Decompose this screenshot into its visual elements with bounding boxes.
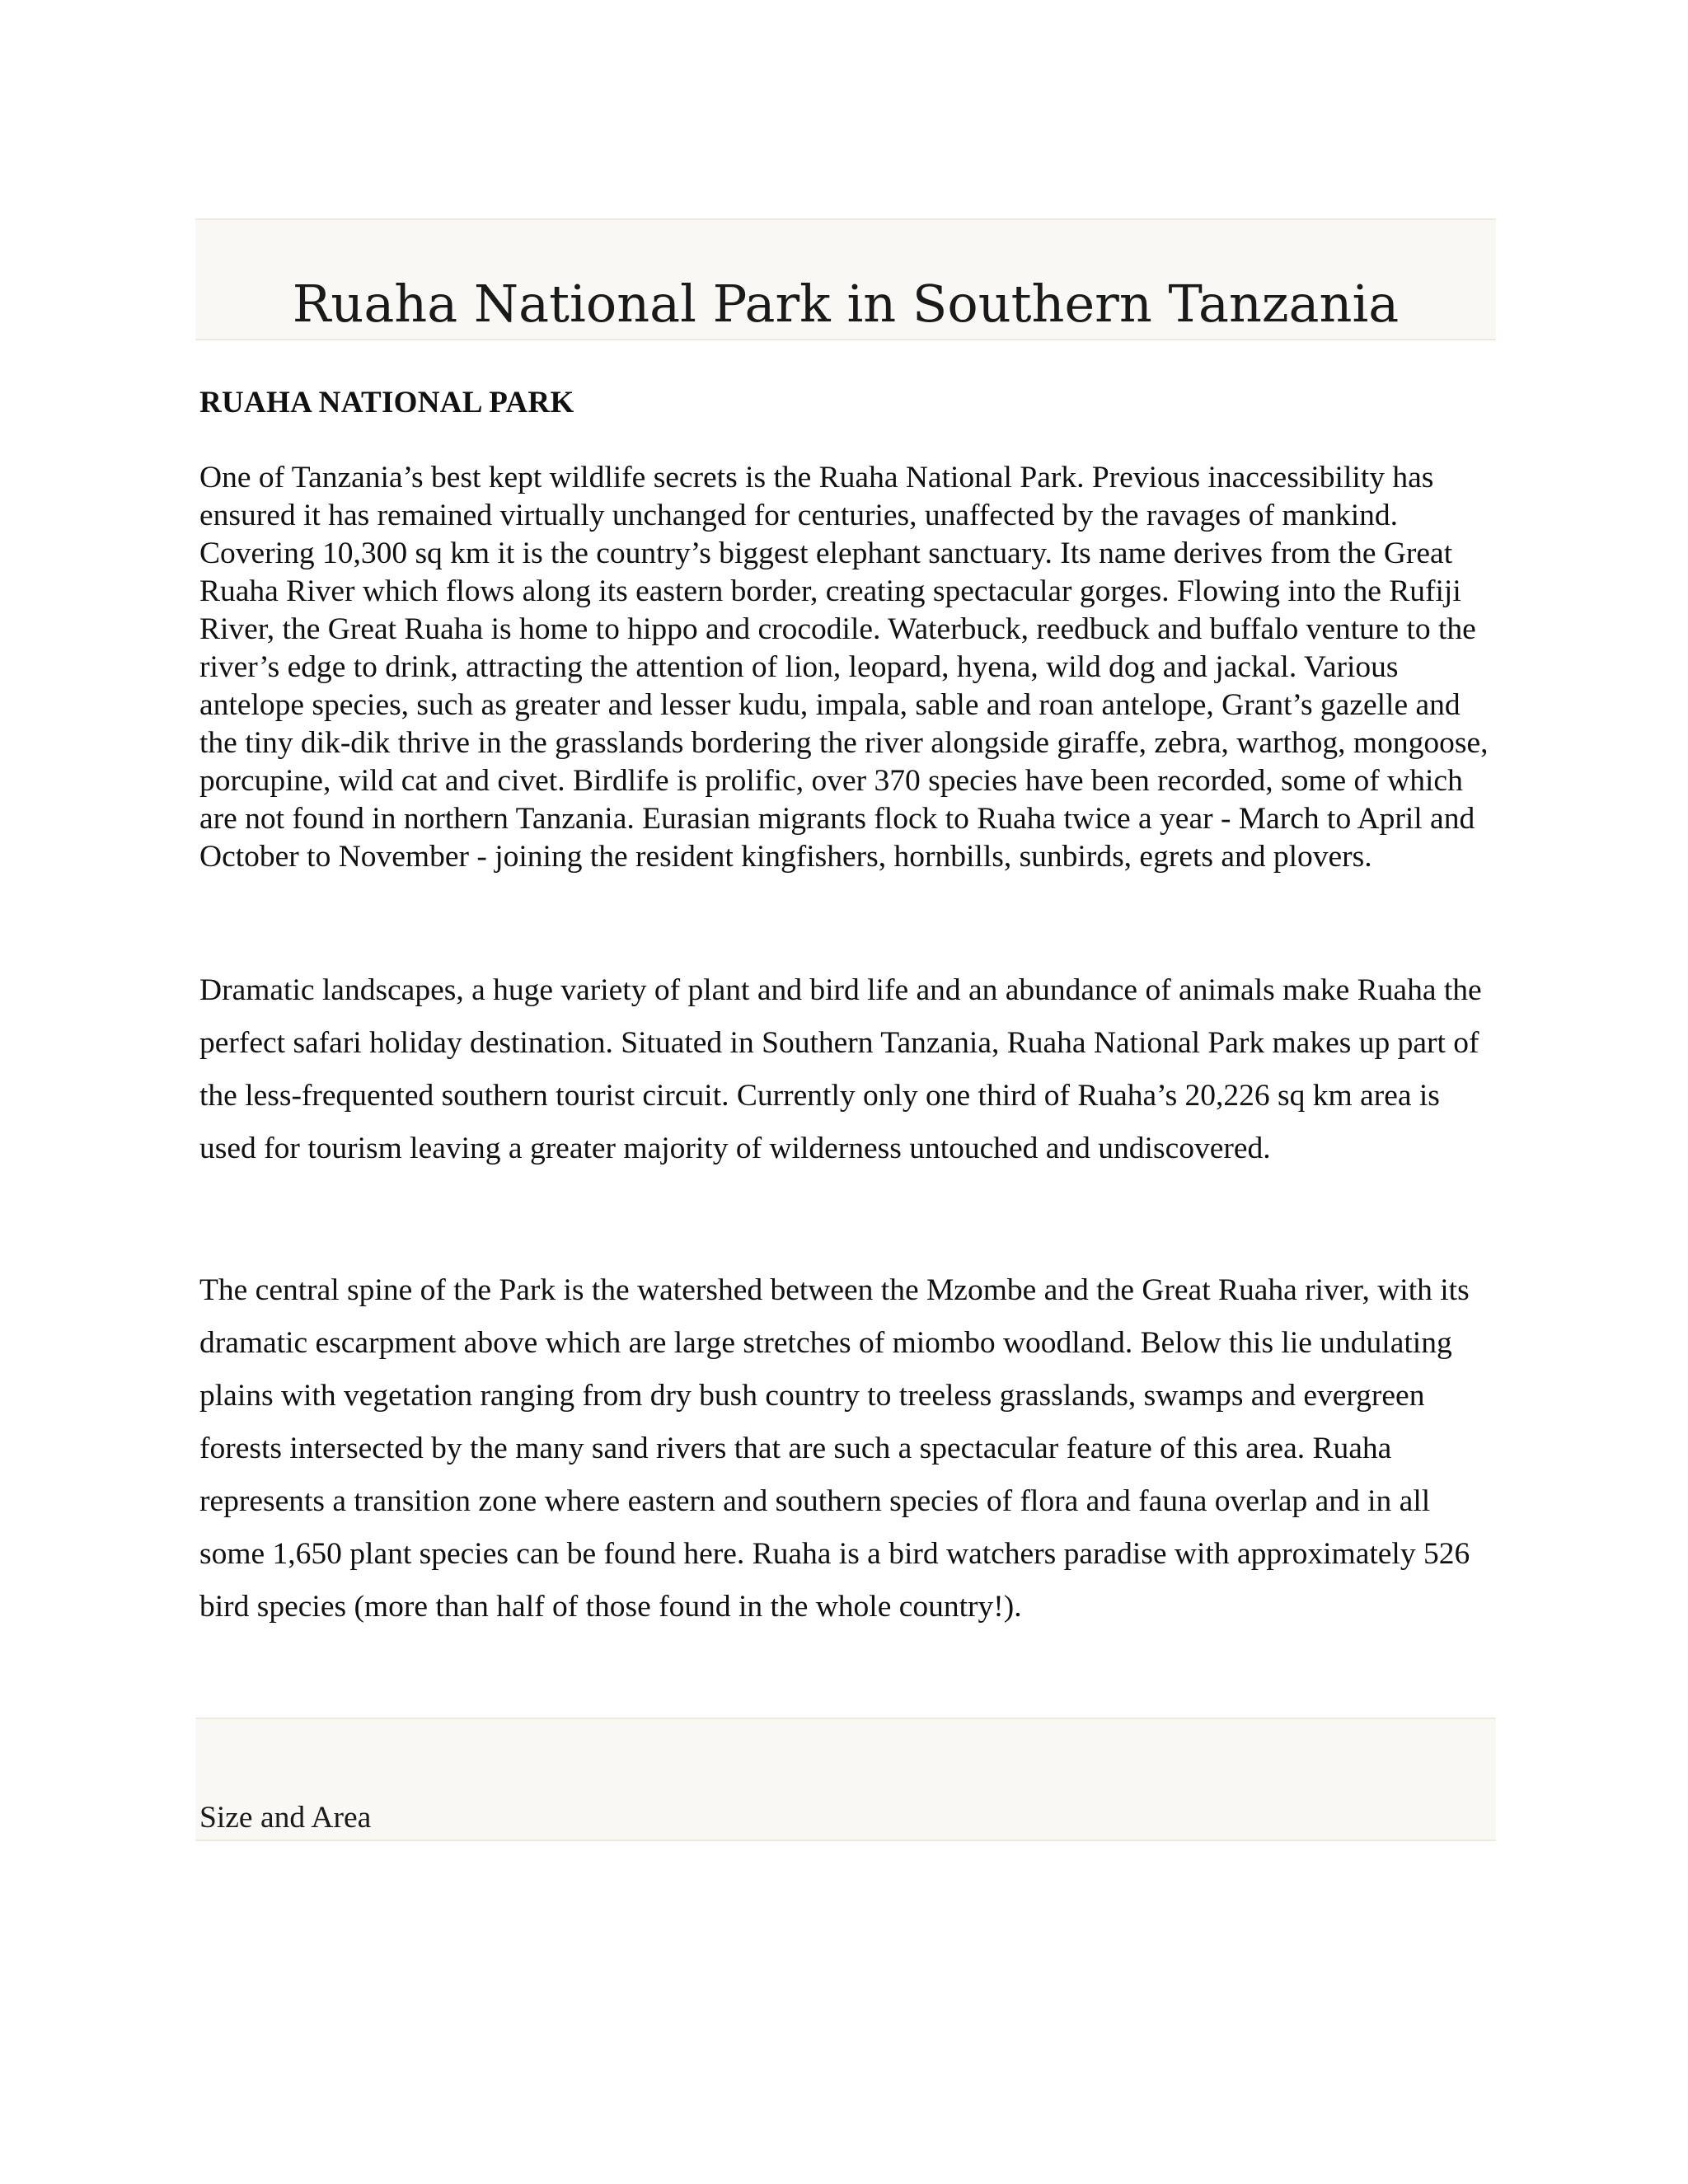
paragraph-safari-destination: Dramatic landscapes, a huge variety of plant and bird life and an abundance of animals make Ruaha the perfect safari holiday destination. Situated in Southern Tanzania, Ruaha National Park makes up part of the less-frequented southern tourist circuit. Currently only one third of Ruaha’s 20,226 sq km area is used for tourism leaving a greater majority of wilderness untouched and undiscovered. bbox=[199, 973, 1482, 1165]
paragraph-overview: One of Tanzania’s best kept wildlife secrets is the Ruaha National Park. Previous inaccessibility has ensured it has remained virtually unchanged for centuries, unaffected by the ravages of mankind. Covering 10,300 sq km it is the country’s biggest elephant sanctuary. Its name derives from the Great Ruaha River which flows along its eastern border, creating spectacular gorges. Flowing into the Rufiji River, the Great Ruaha is home to hippo and crocodile. Waterbuck, reedbuck and buffalo venture to the river’s edge to drink, attracting the attention of lion, leopard, hyena, wild dog and jackal. Various antelope species, such as greater and lesser kudu, impala, sable and roan antelope, Grant’s gazelle and the tiny dik-dik thrive in the grasslands bordering the river alongside giraffe, zebra, warthog, mongoose, porcupine, wild cat and civet. Birdlife is prolific, over 370 species have been recorded, some of which are not found in northern Tanzania. Eurasian migrants flock to Ruaha twice a year - March to April and October to November - joining the resident kingfishers, hornbills, sunbirds, egrets and plovers. bbox=[199, 461, 1489, 874]
subsection-band bbox=[195, 1718, 1496, 1841]
section-heading: RUAHA NATIONAL PARK bbox=[199, 386, 574, 419]
title-band bbox=[195, 218, 1496, 340]
paragraph-landscape: The central spine of the Park is the watershed between the Mzombe and the Great Ruaha river, with its dramatic escarpment above which are large stretches of miombo woodland. Below this lie undulating plains with vegetation ranging from dry bush country to treeless grasslands, swamps and evergreen forests intersected by the many sand rivers that are such a spectacular feature of this area. Ruaha represents a transition zone where eastern and southern species of flora and fauna overlap and in all some 1,650 plant species can be found here. Ruaha is a bird watchers paradise with approximately 526 bird species (more than half of those found in the whole country!). bbox=[199, 1273, 1470, 1624]
subsection-heading-size-and-area: Size and Area bbox=[199, 1801, 372, 1835]
page-title: Ruaha National Park in Southern Tanzania bbox=[292, 274, 1400, 334]
